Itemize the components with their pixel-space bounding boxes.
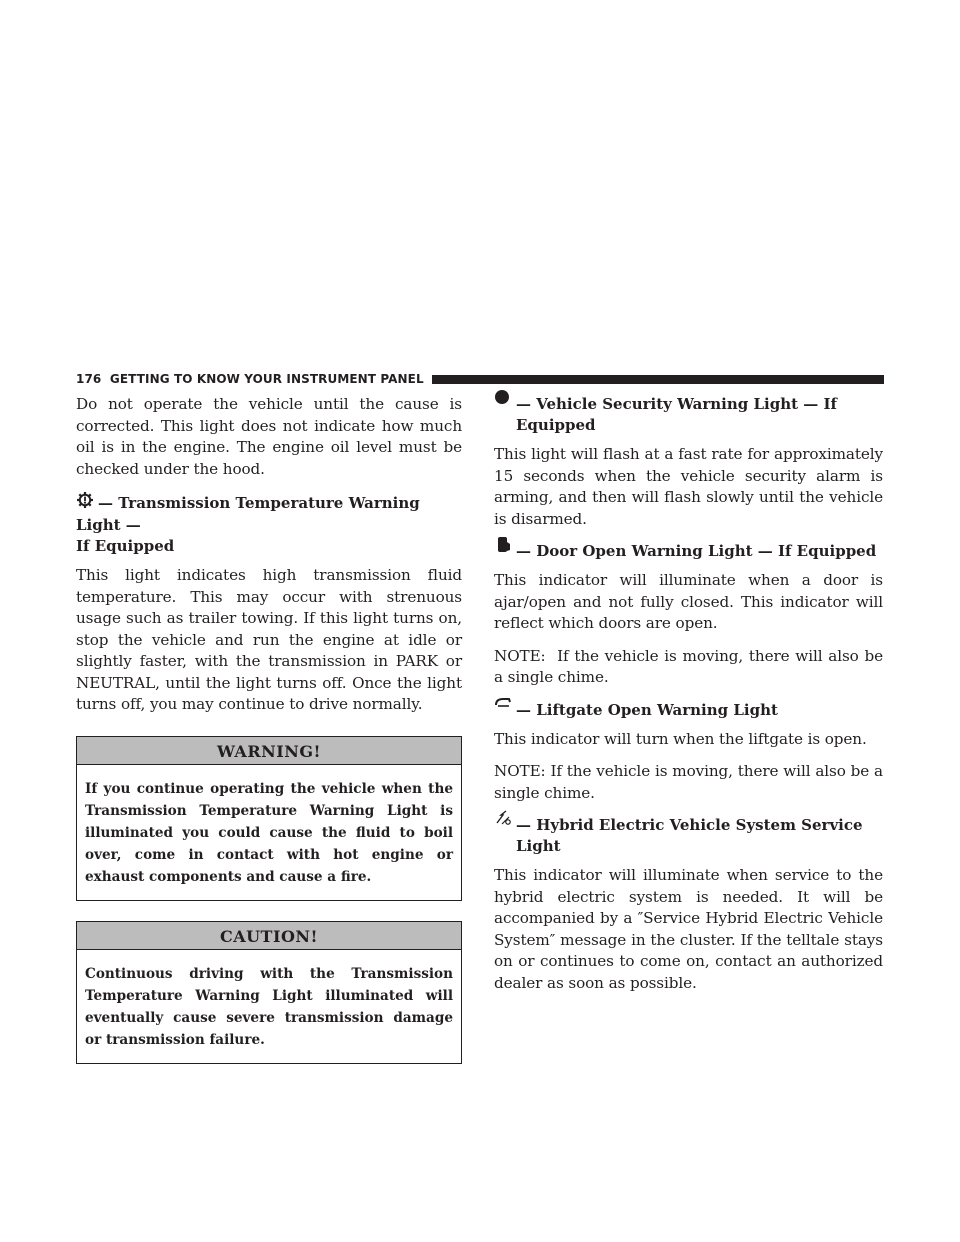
security-heading-text: — Vehicle Security Warning Light — If Equipped — [516, 395, 837, 434]
liftgate-note-label: NOTE: — [494, 762, 546, 780]
transmission-heading — [76, 491, 462, 557]
door-note — [494, 646, 883, 689]
hybrid-paragraph: This indicator will illuminate when service to the hybrid electric system is needed. It will be accompanied by a ″Service Hybrid Electric Vehicle System″ message in the cluster. If the telltale stays on or continues to come on, contact an authorized dealer as soon as possible. — [494, 866, 883, 992]
security-heading — [494, 394, 883, 436]
warning-body: If you continue operating the vehicle when the Transmission Temperature Warning Light is illuminated you could cause the fluid to boil over, come in contact with hot engine or exhaust components and cause a fire. — [85, 780, 453, 885]
liftgate-open-icon — [494, 694, 512, 715]
liftgate-paragraph: This indicator will turn when the liftgate is open. — [494, 729, 867, 748]
caution-title: CAUTION! — [77, 922, 461, 950]
door-heading — [494, 541, 883, 562]
liftgate-note — [494, 761, 883, 804]
liftgate-note-text: If the vehicle is moving, there will also be a single chime. — [494, 762, 884, 802]
liftgate-heading-text: — Liftgate Open Warning Light — [516, 700, 778, 719]
caution-box — [76, 921, 462, 1064]
section-title: GETTING TO KNOW YOUR INSTRUMENT PANEL — [109, 372, 424, 386]
hybrid-heading — [494, 815, 883, 857]
warning-title: WARNING! — [77, 737, 461, 765]
left-column — [76, 394, 462, 1064]
door-heading-text: — Door Open Warning Light — If Equipped — [516, 542, 877, 560]
page-header — [76, 371, 884, 387]
header-rule — [432, 375, 884, 384]
hybrid-heading-text: — Hybrid Electric Vehicle System Service Light — [516, 816, 863, 855]
security-paragraph: This light will flash at a fast rate for approximately 15 seconds when the vehicle security alarm is arming, and then will flash slowly until the vehicle is disarmed. — [494, 445, 883, 528]
page-header-text — [76, 372, 432, 386]
hybrid-service-icon — [494, 809, 512, 833]
transmission-temperature-icon — [76, 491, 94, 515]
caution-body: Continuous driving with the Transmission Temperature Warning Light illuminated will eventually cause severe transmission damage or transmission failure. — [85, 965, 453, 1048]
liftgate-heading — [494, 700, 883, 721]
door-paragraph: This indicator will illuminate when a door is ajar/open and not fully closed. This indicator will reflect which doors are open. — [494, 571, 883, 632]
intro-paragraph: Do not operate the vehicle until the cause is corrected. This light does not indicate how much oil is in the engine. The engine oil level must be checked under the hood. — [76, 395, 462, 478]
door-open-icon — [494, 535, 512, 561]
transmission-paragraph: This light indicates high transmission fluid temperature. This may occur with strenuous usage such as trailer towing. If this light turns on, stop the vehicle and run the engine at idle or slightly faster, with the transmission in PARK or NEUTRAL, until the light turns off. Once the light turns off, you may continue to drive normally. — [76, 566, 462, 713]
door-note-text: If the vehicle is moving, there will also be a single chime. — [494, 646, 883, 686]
warning-box — [76, 736, 462, 901]
right-column — [494, 394, 883, 994]
transmission-heading-line2: If Equipped — [76, 537, 175, 555]
door-note-label: NOTE: — [494, 646, 546, 665]
vehicle-security-icon — [494, 388, 512, 412]
page-number: 176 — [76, 372, 102, 386]
transmission-heading-line1: — Transmission Temperature Warning Light — — [76, 494, 420, 534]
